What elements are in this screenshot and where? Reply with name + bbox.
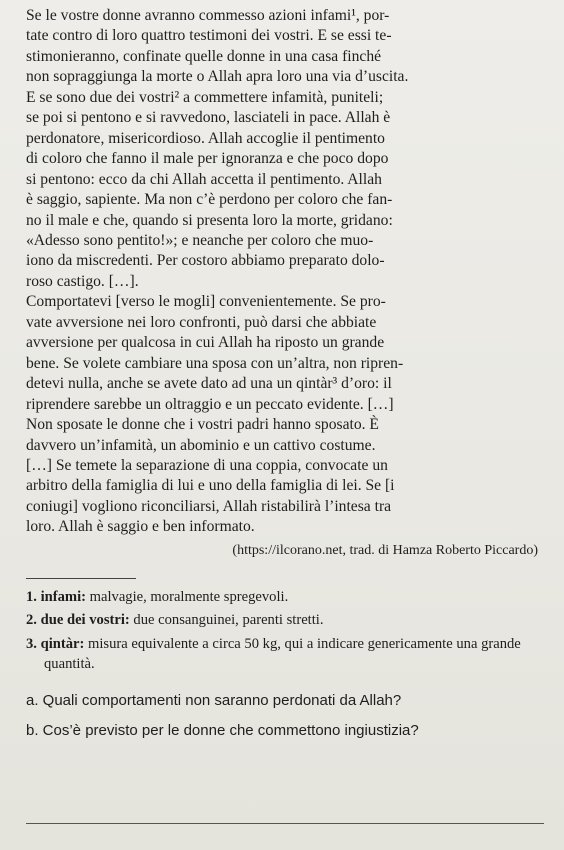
question-b: b. Cos’è previsto per le donne che commettono ingiustizia? bbox=[26, 721, 419, 739]
passage-line: «Adesso sono pentito!»; e neanche per coloro che muo- bbox=[26, 231, 374, 249]
passage-line: arbitro della famiglia di lui e uno della famiglia di lei. Se [i bbox=[26, 477, 395, 495]
footnote bbox=[26, 587, 546, 608]
passage-line: roso castigo. […]. bbox=[26, 272, 139, 290]
passage-line: vate avversione nei loro confronti, può darsi che abbiate bbox=[26, 313, 377, 331]
passage-line: tate contro di loro quattro testimoni dei vostri. E se essi te- bbox=[26, 27, 392, 45]
footnote-term: 1. infami: bbox=[26, 588, 86, 605]
passage-line: […] Se temete la separazione di una coppia, convocate un bbox=[26, 456, 388, 474]
passage-line: perdonatore, misericordioso. Allah accoglie il pentimento bbox=[26, 129, 385, 147]
footnote bbox=[26, 610, 546, 631]
passage-line: no il male e che, quando si presenta loro la morte, gridano: bbox=[26, 211, 393, 229]
footnote-term: 3. qintàr: bbox=[26, 635, 85, 652]
passage-line: si pentono: ecco da chi Allah accetta il pentimento. Allah bbox=[26, 170, 382, 188]
passage-line: di coloro che fanno il male per ignoranza e che poco dopo bbox=[26, 150, 389, 168]
footnote bbox=[26, 634, 546, 675]
footnote-text: misura equivalente a circa 50 kg, qui a indicare genericamente una grande quantità. bbox=[44, 635, 521, 673]
passage-line: E se sono due dei vostri² a commettere infamità, puniteli; bbox=[26, 88, 384, 106]
passage-line: davvero un’infamità, un abominio e un cattivo costume. bbox=[26, 436, 376, 454]
passage-line: coniugi] vogliono riconciliarsi, Allah ristabilirà l’intesa tra bbox=[26, 497, 392, 515]
footnote-text: due consanguinei, parenti stretti. bbox=[129, 612, 324, 629]
passage-line: Comportatevi [verso le mogli] convenientemente. Se pro- bbox=[26, 293, 386, 311]
passage-line: avversione per qualcosa in cui Allah ha riposto un grande bbox=[26, 334, 385, 352]
passage-line: loro. Allah è saggio e ben informato. bbox=[26, 518, 255, 536]
exercise-questions bbox=[26, 691, 546, 741]
source-citation: (https://ilcorano.net, trad. di Hamza Roberto Piccardo) bbox=[232, 542, 538, 558]
passage-line: detevi nulla, anche se avete dato ad una un qintàr³ d’oro: il bbox=[26, 375, 392, 393]
answer-line[interactable] bbox=[26, 823, 544, 824]
passage-line: riprendere sarebbe un oltraggio e un peccato evidente. […] bbox=[26, 395, 394, 413]
passage-line: Se le vostre donne avranno commesso azioni infami¹, por- bbox=[26, 7, 390, 24]
footnotes bbox=[26, 587, 546, 675]
footnote-term: 2. due dei vostri: bbox=[26, 612, 130, 629]
passage-line: iono da miscredenti. Per costoro abbiamo preparato dolo- bbox=[26, 252, 385, 270]
passage-line: Non sposate le donne che i vostri padri hanno sposato. È bbox=[26, 416, 379, 434]
quran-passage bbox=[26, 6, 546, 538]
question-a: a. Quali comportamenti non saranno perdonati da Allah? bbox=[26, 691, 402, 709]
passage-line: è saggio, sapiente. Ma non c’è perdono per coloro che fan- bbox=[26, 191, 393, 209]
passage-line: bene. Se volete cambiare una sposa con un’altra, non ripren- bbox=[26, 354, 404, 372]
passage-line: stimonieranno, confinate quelle donne in una casa finché bbox=[26, 47, 382, 65]
passage-line: se poi si pentono e si ravvedono, lasciateli in pace. Allah è bbox=[26, 109, 391, 127]
passage-line: non sopraggiunga la morte o Allah apra loro una via d’uscita. bbox=[26, 68, 409, 86]
footnote-text: malvagie, moralmente spregevoli. bbox=[86, 588, 289, 605]
footnote-divider bbox=[26, 578, 136, 579]
